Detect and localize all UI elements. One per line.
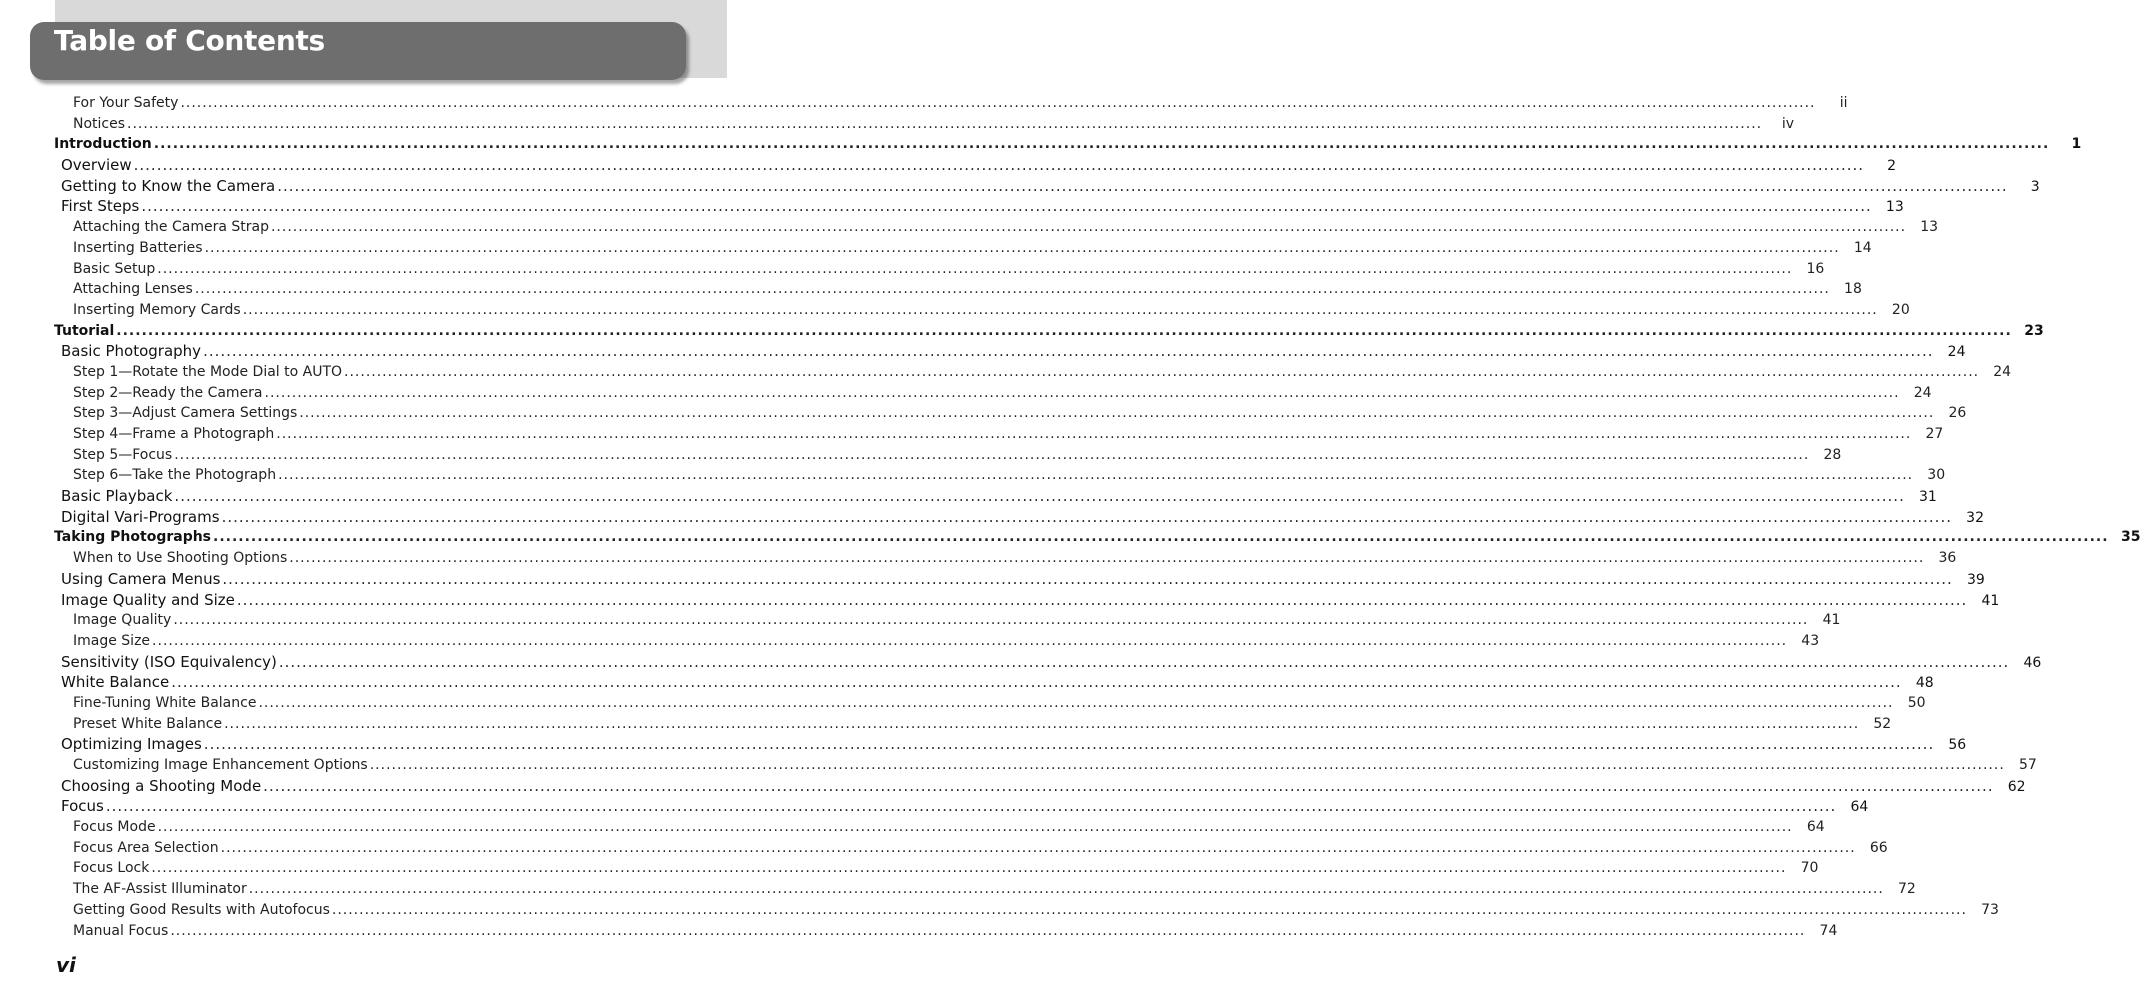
dot-leader: ............................................................................................................................................................................................................................................................................................................ xyxy=(170,922,1806,939)
toc-entry-label: When to Use Shooting Options xyxy=(73,550,288,567)
dot-leader: ............................................................................................................................................................................................................................................................................................................ xyxy=(263,776,1994,795)
toc-entry[interactable] xyxy=(54,176,2040,197)
dot-leader: ............................................................................................................................................................................................................................................................................................................ xyxy=(174,446,1810,463)
toc-entry-label: Step 4—Frame a Photograph xyxy=(73,426,275,442)
dot-leader: ............................................................................................................................................................................................................................................................................................................ xyxy=(276,426,1912,442)
toc-entry-label: For Your Safety xyxy=(73,95,179,111)
dot-leader: ............................................................................................................................................................................................................................................................................................................ xyxy=(171,673,1902,692)
toc-entry-page: 36 xyxy=(1938,550,1957,567)
dot-leader: ............................................................................................................................................................................................................................................................................................................ xyxy=(344,363,1980,380)
dot-leader: ............................................................................................................................................................................................................................................................................................................ xyxy=(204,239,1840,256)
toc-entry-label: Optimizing Images xyxy=(61,735,202,754)
page-number: vi xyxy=(56,953,76,977)
toc-entry-label: Basic Setup xyxy=(73,260,156,277)
dot-leader: ............................................................................................................................................................................................................................................................................................................ xyxy=(331,901,1967,918)
dot-leader: ............................................................................................................................................................................................................................................................................................................ xyxy=(153,136,2050,153)
toc-entry-label: Step 3—Adjust Camera Settings xyxy=(73,405,298,422)
toc-entry[interactable] xyxy=(54,631,1820,652)
dot-leader: ............................................................................................................................................................................................................................................................................................................ xyxy=(133,156,1865,175)
toc-entry-label: Step 2—Ready the Camera xyxy=(73,384,263,401)
toc-entry[interactable] xyxy=(54,383,1932,404)
dot-leader: ............................................................................................................................................................................................................................................................................................................ xyxy=(116,322,2012,339)
toc-entry-label: Choosing a Shooting Mode xyxy=(61,776,262,795)
dot-leader: ............................................................................................................................................................................................................................................................................................................ xyxy=(258,694,1894,711)
toc-entry-label: Inserting Memory Cards xyxy=(73,301,241,318)
toc-entry-page: 72 xyxy=(1897,881,1916,898)
toc-entry-label: Focus Area Selection xyxy=(73,839,219,856)
toc-entry-label: Taking Photographs xyxy=(54,529,212,546)
toc-entry[interactable] xyxy=(54,734,1967,755)
toc-entry[interactable] xyxy=(54,259,1825,280)
dot-leader: ............................................................................................................................................................................................................................................................................................................ xyxy=(180,95,1816,111)
toc-entry[interactable] xyxy=(54,196,1904,217)
toc-entry[interactable] xyxy=(54,93,1848,114)
toc-entry-page: 18 xyxy=(1844,281,1862,298)
toc-entry-label: Basic Playback xyxy=(61,487,173,506)
toc-entry[interactable] xyxy=(54,321,2044,342)
toc-entry[interactable] xyxy=(54,445,1842,466)
toc-entry[interactable] xyxy=(54,796,1869,817)
dot-leader: ............................................................................................................................................................................................................................................................................................................ xyxy=(105,797,1837,816)
toc-entry-label: White Balance xyxy=(61,673,170,692)
toc-entry[interactable] xyxy=(54,838,1888,859)
toc-entry[interactable] xyxy=(54,527,2141,548)
toc-entry-page: 31 xyxy=(1919,489,1937,506)
toc-entry-page: 23 xyxy=(2024,322,2044,339)
dot-leader: ............................................................................................................................................................................................................................................................................................................ xyxy=(236,590,1968,609)
toc-entry[interactable] xyxy=(54,590,2000,611)
toc-entry-page: 56 xyxy=(1948,737,1967,754)
toc-entry[interactable] xyxy=(54,755,2037,776)
toc-entry[interactable] xyxy=(54,424,1944,445)
toc-entry-page: 20 xyxy=(1891,301,1910,318)
toc-entry[interactable] xyxy=(54,776,2026,797)
toc-entry[interactable] xyxy=(54,569,1985,590)
dot-leader: ............................................................................................................................................................................................................................................................................................................ xyxy=(224,715,1860,732)
toc-entry-label: Image Quality and Size xyxy=(61,590,235,609)
toc-entry[interactable] xyxy=(54,403,1967,424)
toc-entry-label: Using Camera Menus xyxy=(61,569,221,588)
toc-entry-page: 24 xyxy=(1993,363,2012,380)
dot-leader: ............................................................................................................................................................................................................................................................................................................ xyxy=(221,507,1952,526)
dot-leader: ............................................................................................................................................................................................................................................................................................................ xyxy=(278,467,1914,484)
toc-entry-label: Focus Lock xyxy=(73,860,150,877)
dot-leader: ............................................................................................................................................................................................................................................................................................................ xyxy=(203,735,1935,754)
toc-entry-page: 35 xyxy=(2121,529,2141,546)
toc-entry-label: Attaching Lenses xyxy=(73,281,193,298)
dot-leader: ............................................................................................................................................................................................................................................................................................................ xyxy=(278,652,2010,671)
dot-leader: ............................................................................................................................................................................................................................................................................................................ xyxy=(194,281,1830,298)
toc-entry[interactable] xyxy=(54,693,1926,714)
dot-leader: ............................................................................................................................................................................................................................................................................................................ xyxy=(277,176,2008,195)
toc-entry-page: 14 xyxy=(1853,239,1872,256)
dot-leader: ............................................................................................................................................................................................................................................................................................................ xyxy=(174,487,1905,506)
toc-entry-page: 13 xyxy=(1920,219,1939,236)
toc-entry[interactable] xyxy=(54,817,1825,838)
dot-leader: ............................................................................................................................................................................................................................................................................................................ xyxy=(127,115,1763,132)
toc-entry-page: iv xyxy=(1781,115,1795,132)
toc-entry-label: Digital Vari-Programs xyxy=(61,507,220,526)
dot-leader: ............................................................................................................................................................................................................................................................................................................ xyxy=(369,757,2005,773)
toc-entry-page: 74 xyxy=(1819,922,1838,939)
toc-entry-page: 48 xyxy=(1915,675,1934,692)
toc-entry-label: Focus xyxy=(61,797,104,816)
toc-entry-label: Step 6—Take the Photograph xyxy=(73,467,277,484)
dot-leader: ............................................................................................................................................................................................................................................................................................................ xyxy=(289,550,1925,567)
toc-entry-label: Image Size xyxy=(73,632,151,649)
toc-entry-page: 16 xyxy=(1806,260,1825,277)
toc-entry[interactable] xyxy=(54,652,2042,673)
dot-leader: ............................................................................................................................................................................................................................................................................................................ xyxy=(264,384,1900,401)
toc-entry[interactable] xyxy=(54,858,1819,879)
toc-entry-page: 41 xyxy=(1981,592,2000,609)
toc-entry[interactable] xyxy=(54,714,1892,735)
toc-entry-label: Sensitivity (ISO Equivalency) xyxy=(61,652,277,671)
toc-entry-label: Manual Focus xyxy=(73,922,169,939)
toc-entry-page: 2 xyxy=(1887,158,1897,175)
toc-entry-page: 50 xyxy=(1907,694,1926,711)
toc-entry-page: 70 xyxy=(1800,860,1819,877)
toc-entry[interactable] xyxy=(54,217,1939,238)
toc-entry-page: 57 xyxy=(2018,757,2037,773)
toc-entry[interactable] xyxy=(54,672,1934,693)
toc-entry[interactable] xyxy=(54,341,1966,362)
toc-entry[interactable] xyxy=(54,465,1946,486)
toc-entry[interactable] xyxy=(54,300,1910,321)
toc-entry[interactable] xyxy=(54,610,1841,631)
toc-entry-page: 3 xyxy=(2030,178,2040,195)
toc-entry-label: Customizing Image Enhancement Options xyxy=(73,757,368,773)
toc-entry-label: Attaching the Camera Strap xyxy=(73,219,269,236)
toc-entry[interactable] xyxy=(54,114,1795,135)
toc-entry-page: 52 xyxy=(1873,715,1892,732)
dot-leader: ............................................................................................................................................................................................................................................................................................................ xyxy=(173,612,1809,629)
toc-entry-page: 13 xyxy=(1885,199,1904,216)
toc-entry-page: 62 xyxy=(2007,778,2026,795)
dot-leader: ............................................................................................................................................................................................................................................................................................................ xyxy=(299,405,1935,422)
toc-entry[interactable] xyxy=(54,548,1957,569)
toc-entry-label: Focus Mode xyxy=(73,819,156,836)
toc-entry[interactable] xyxy=(54,362,2012,383)
toc-entry-label: Tutorial xyxy=(54,322,115,339)
dot-leader: ............................................................................................................................................................................................................................................................................................................ xyxy=(248,881,1884,898)
toc-entry-label: Getting Good Results with Autofocus xyxy=(73,901,330,918)
dot-leader: ............................................................................................................................................................................................................................................................................................................ xyxy=(152,632,1788,649)
toc-entry[interactable] xyxy=(54,486,1937,507)
toc-entry-page: 32 xyxy=(1966,509,1984,526)
toc-entry-page: 24 xyxy=(1947,344,1966,361)
toc-entry-page: 46 xyxy=(2023,654,2042,671)
toc-entry-page: 73 xyxy=(1981,901,1999,918)
dot-leader: ............................................................................................................................................................................................................................................................................................................ xyxy=(203,342,1934,361)
toc-entry[interactable] xyxy=(54,238,1872,259)
toc-entry-label: Introduction xyxy=(54,136,152,153)
toc-entry-page: 64 xyxy=(1806,819,1825,836)
toc-entry-label: Fine-Tuning White Balance xyxy=(73,694,257,711)
dot-leader: ............................................................................................................................................................................................................................................................................................................ xyxy=(242,301,1878,318)
toc-entry-label: Step 5—Focus xyxy=(73,446,173,463)
dot-leader: ............................................................................................................................................................................................................................................................................................................ xyxy=(151,860,1787,877)
toc-entry[interactable] xyxy=(54,879,1916,900)
toc-entry-label: Notices xyxy=(73,115,126,132)
toc-entry-page: 66 xyxy=(1869,839,1888,856)
toc-entry-page: 26 xyxy=(1948,405,1967,422)
toc-entry[interactable] xyxy=(54,921,1838,942)
toc-entry-page: 27 xyxy=(1925,426,1944,442)
toc-entry-page: ii xyxy=(1839,95,1848,111)
toc-entry[interactable] xyxy=(54,155,1897,176)
toc-entry-label: Preset White Balance xyxy=(73,715,223,732)
toc-entry-label: The AF-Assist Illuminator xyxy=(73,881,247,898)
toc-entry-page: 28 xyxy=(1823,446,1842,463)
toc-entry-page: 43 xyxy=(1801,632,1820,649)
dot-leader: ............................................................................................................................................................................................................................................................................................................ xyxy=(220,839,1856,856)
toc-entry-page: 24 xyxy=(1913,384,1932,401)
toc-entry-page: 64 xyxy=(1850,799,1869,816)
toc-entry-page: 39 xyxy=(1966,571,1985,588)
toc-entry-page: 30 xyxy=(1927,467,1946,484)
toc-entry[interactable] xyxy=(54,507,1984,528)
toc-entry[interactable] xyxy=(54,134,2082,155)
dot-leader: ............................................................................................................................................................................................................................................................................................................ xyxy=(270,219,1907,236)
title-bar xyxy=(30,22,686,80)
toc-entry-label: First Steps xyxy=(61,197,140,216)
toc-entry[interactable] xyxy=(54,900,1999,921)
toc-entry-page: 1 xyxy=(2071,136,2082,153)
dot-leader: ............................................................................................................................................................................................................................................................................................................ xyxy=(222,569,1953,588)
toc-entry-label: Step 1—Rotate the Mode Dial to AUTO xyxy=(73,363,343,380)
toc-entry-label: Getting to Know the Camera xyxy=(61,176,276,195)
dot-leader: ............................................................................................................................................................................................................................................................................................................ xyxy=(157,260,1793,277)
toc-entry-page: 41 xyxy=(1822,612,1841,629)
dot-leader: ............................................................................................................................................................................................................................................................................................................ xyxy=(213,529,2109,546)
toc-entry-label: Image Quality xyxy=(73,612,172,629)
dot-leader: ............................................................................................................................................................................................................................................................................................................ xyxy=(157,819,1793,836)
page-title: Table of Contents xyxy=(54,24,325,57)
table-of-contents xyxy=(54,93,2141,941)
dot-leader: ............................................................................................................................................................................................................................................................................................................ xyxy=(141,197,1872,216)
toc-entry[interactable] xyxy=(54,279,1862,300)
toc-entry-label: Basic Photography xyxy=(61,342,202,361)
toc-entry-label: Overview xyxy=(61,156,132,175)
toc-entry-label: Inserting Batteries xyxy=(73,239,203,256)
